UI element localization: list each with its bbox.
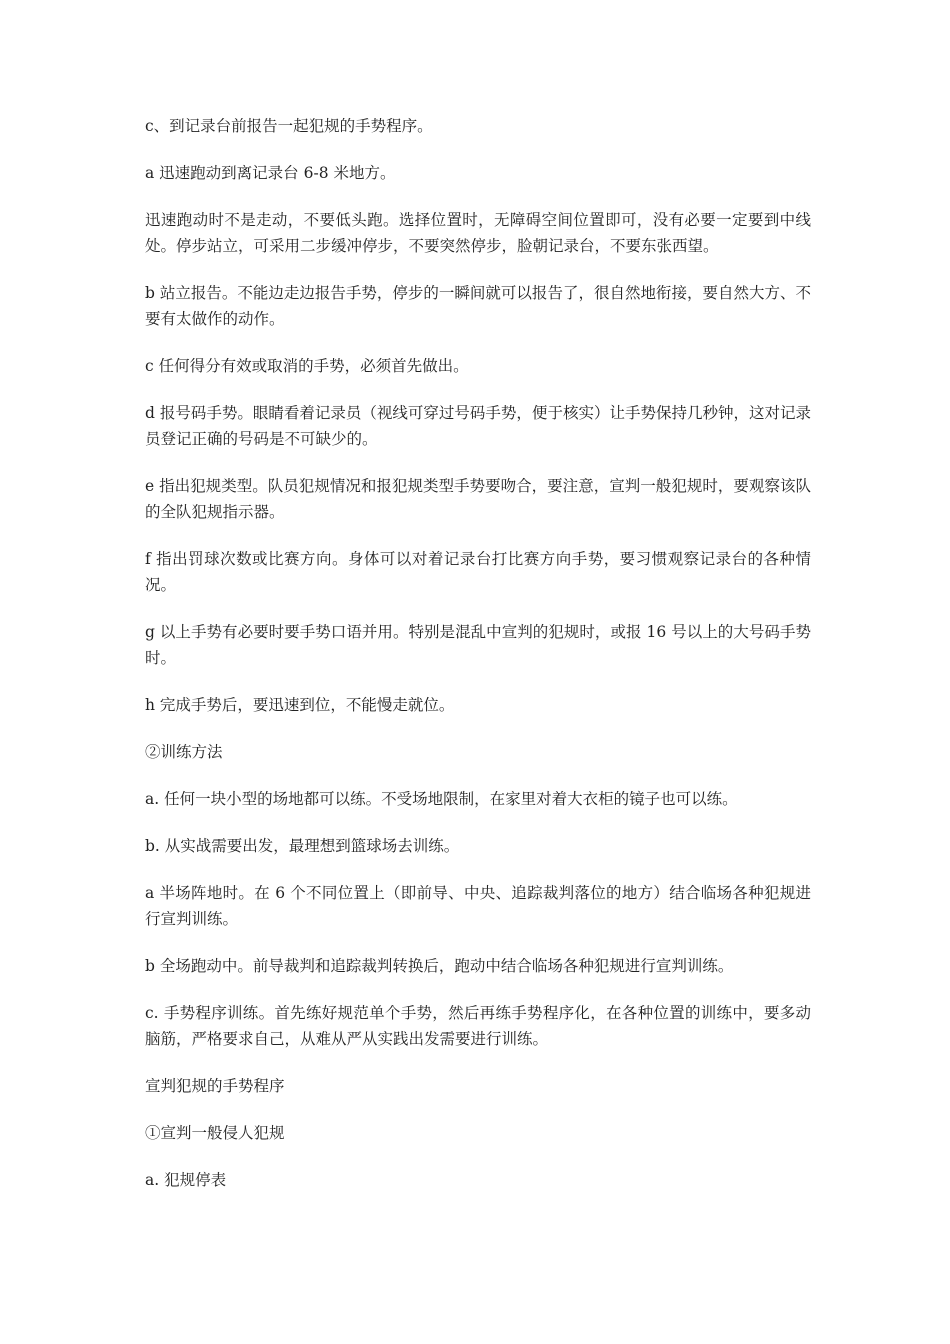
paragraph-run-to-table: a 迅速跑动到离记录台 6-8 米地方。 bbox=[145, 164, 396, 182]
paragraph-foul-signal-procedure-heading: 宣判犯规的手势程序 bbox=[145, 1077, 285, 1095]
paragraph-report-procedure-heading: c、到记录台前报告一起犯规的手势程序。 bbox=[145, 117, 433, 135]
paragraph-signal-and-voice: g 以上手势有必要时要手势口语并用。特别是混乱中宣判的犯规时，或报 16 号以上的大号码手势时。 bbox=[145, 623, 811, 667]
paragraph-signal-procedure-training: c. 手势程序训练。首先练好规范单个手势，然后再练手势程序化，在各种位置的训练中，要多动脑筋，严格要求自己，从难从严从实践出发需要进行训练。 bbox=[145, 1004, 811, 1048]
paragraph-basketball-court: b. 从实战需要出发，最理想到篮球场去训练。 bbox=[145, 837, 460, 855]
paragraph-running-details: 迅速跑动时不是走动，不要低头跑。选择位置时，无障碍空间位置即可，没有必要一定要到中线处。停步站立，可采用二步缓冲停步，不要突然停步，脸朝记录台，不要东张西望。 bbox=[145, 211, 811, 255]
paragraph-stand-report: b 站立报告。不能边走边报告手势，停步的一瞬间就可以报告了，很自然地衔接，要自然大方、不要有太做作的动作。 bbox=[145, 284, 811, 328]
paragraph-personal-foul-heading: ①宣判一般侵人犯规 bbox=[145, 1124, 285, 1142]
paragraph-half-court: a 半场阵地时。在 6 个不同位置上（即前导、中央、追踪裁判落位的地方）结合临场各种犯规进行宣判训练。 bbox=[145, 884, 811, 928]
paragraph-any-small-court: a. 任何一块小型的场地都可以练。不受场地限制，在家里对着大衣柜的镜子也可以练。 bbox=[145, 790, 738, 808]
paragraph-foul-stop-clock: a. 犯规停表 bbox=[145, 1171, 227, 1189]
paragraph-number-signal: d 报号码手势。眼睛看着记录员（视线可穿过号码手势，便于核实）让手势保持几秒钟，这对记录员登记正确的号码是不可缺少的。 bbox=[145, 404, 811, 448]
paragraph-free-throw-direction: f 指出罚球次数或比赛方向。身体可以对着记录台打比赛方向手势，要习惯观察记录台的各种情况。 bbox=[145, 550, 811, 594]
paragraph-score-signal-first: c 任何得分有效或取消的手势，必须首先做出。 bbox=[145, 357, 469, 375]
paragraph-training-methods-heading: ②训练方法 bbox=[145, 743, 223, 761]
paragraph-foul-type: e 指出犯规类型。队员犯规情况和报犯规类型手势要吻合，要注意，宣判一般犯规时，要观察该队的全队犯规指示器。 bbox=[145, 477, 811, 521]
paragraph-full-court: b 全场跑动中。前导裁判和追踪裁判转换后，跑动中结合临场各种犯规进行宣判训练。 bbox=[145, 957, 734, 975]
paragraph-return-position: h 完成手势后，要迅速到位，不能慢走就位。 bbox=[145, 696, 455, 714]
document-body bbox=[145, 113, 811, 1214]
